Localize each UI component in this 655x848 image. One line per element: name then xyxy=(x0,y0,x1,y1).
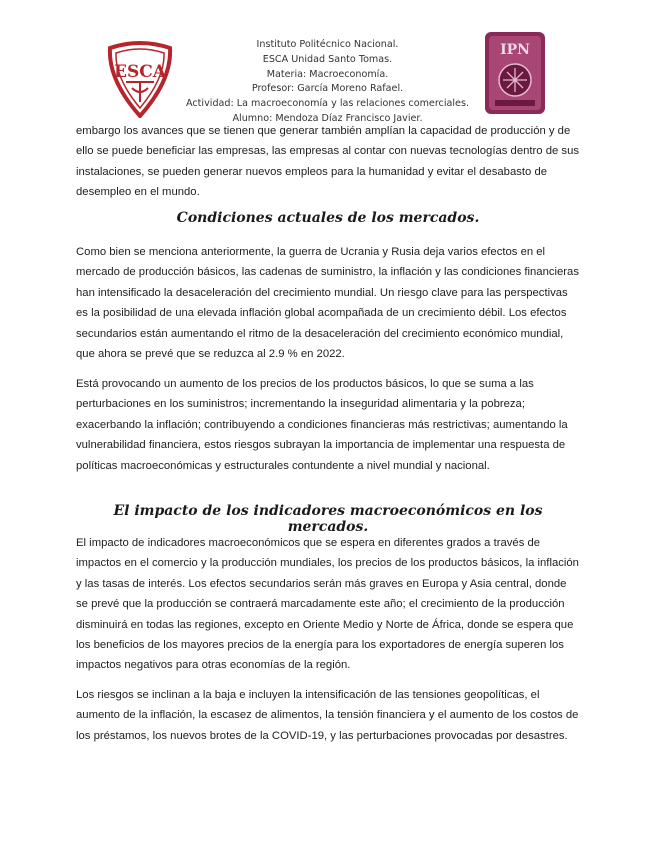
paragraph: embargo los avances que se tienen que generar también amplían la capacidad de producción y de ello se puede beneficiar las empresas, las empresas al contar con nuevas tecnologías dentro de sus instalaciones, se pueden generar nuevos empleos para la humanidad y evitar el desabasto de desempleo en el mundo. xyxy=(76,125,580,199)
svg-text:IPN: IPN xyxy=(500,42,530,58)
paragraph: Está provocando un aumento de los precios de los productos básicos, lo que se suma a las perturbaciones en los suministros; incrementando la inseguridad alimentaria y la pobreza; exacerbando la inflación; contribuyendo a condiciones financieras más restrictivas; aumentando la vulnerabilidad financiera, estos riesgos subrayan la importancia de implementar una respuesta de políticas macroeconómicas y estructurales contundente a nivel mundial y nacional. xyxy=(76,378,568,472)
section-heading: El impacto de los indicadores macroeconómicos en los mercados. xyxy=(113,503,543,535)
paragraph: Los riesgos se inclinan a la baja e incluyen la intensificación de las tensiones geopolíticas, el aumento de la inflación, la escasez de alimentos, la tensión financiera y el aumento de los costos de los préstamos, los nuevos brotes de la COVID-19, y las perturbaciones provocadas por desastres. xyxy=(76,689,579,742)
document-header xyxy=(0,38,655,124)
header-lines xyxy=(150,38,505,127)
header-line: Actividad: La macroeconomía y las relaciones comerciales. xyxy=(186,98,469,110)
header-line: Materia: Macroeconomía. xyxy=(266,68,389,80)
paragraph: Como bien se menciona anteriormente, la guerra de Ucrania y Rusia deja varios efectos en el mercado de producción básicos, las cadenas de suministro, la inflación y las condiciones financieras han intensificado la desaceleración del crecimiento mundial. Un riesgo clave para las perspectivas es la posibilidad de una elevada inflación global acompañada de un crecimiento débil. Los efectos secundarios están aumentando el ritmo de la desaceleración del crecimiento económico mundial, que ahora se prevé que se reduzca al 2.9 % en 2022. xyxy=(76,246,579,361)
paragraph: El impacto de indicadores macroeconómicos que se espera en diferentes grados a través de impactos en el comercio y la producción mundiales, los precios de los productos básicos, la inflación y las tasas de interés. Los efectos secundarios serán más graves en Europa y Asia central, donde se prevé que la producción se contraerá marcadamente este año; el crecimiento de la producción disminuirá en todas las regiones, excepto en Oriente Medio y Norte de África, donde se espera que los beneficios de los mayores precios de la energía para los exportadores de energía superen los impactos negativos para otras economías de la región. xyxy=(76,537,579,672)
svg-text:ESCA: ESCA xyxy=(114,62,166,82)
header-line: Instituto Politécnico Nacional. xyxy=(256,39,399,50)
ipn-logo xyxy=(483,30,547,116)
header-line: Alumno: Mendoza Díaz Francisco Javier. xyxy=(232,112,423,124)
header-line: ESCA Unidad Santo Tomas. xyxy=(262,53,393,65)
header-line: Profesor: García Moreno Rafael. xyxy=(251,83,404,95)
section-heading: Condiciones actuales de los mercados. xyxy=(176,210,480,226)
